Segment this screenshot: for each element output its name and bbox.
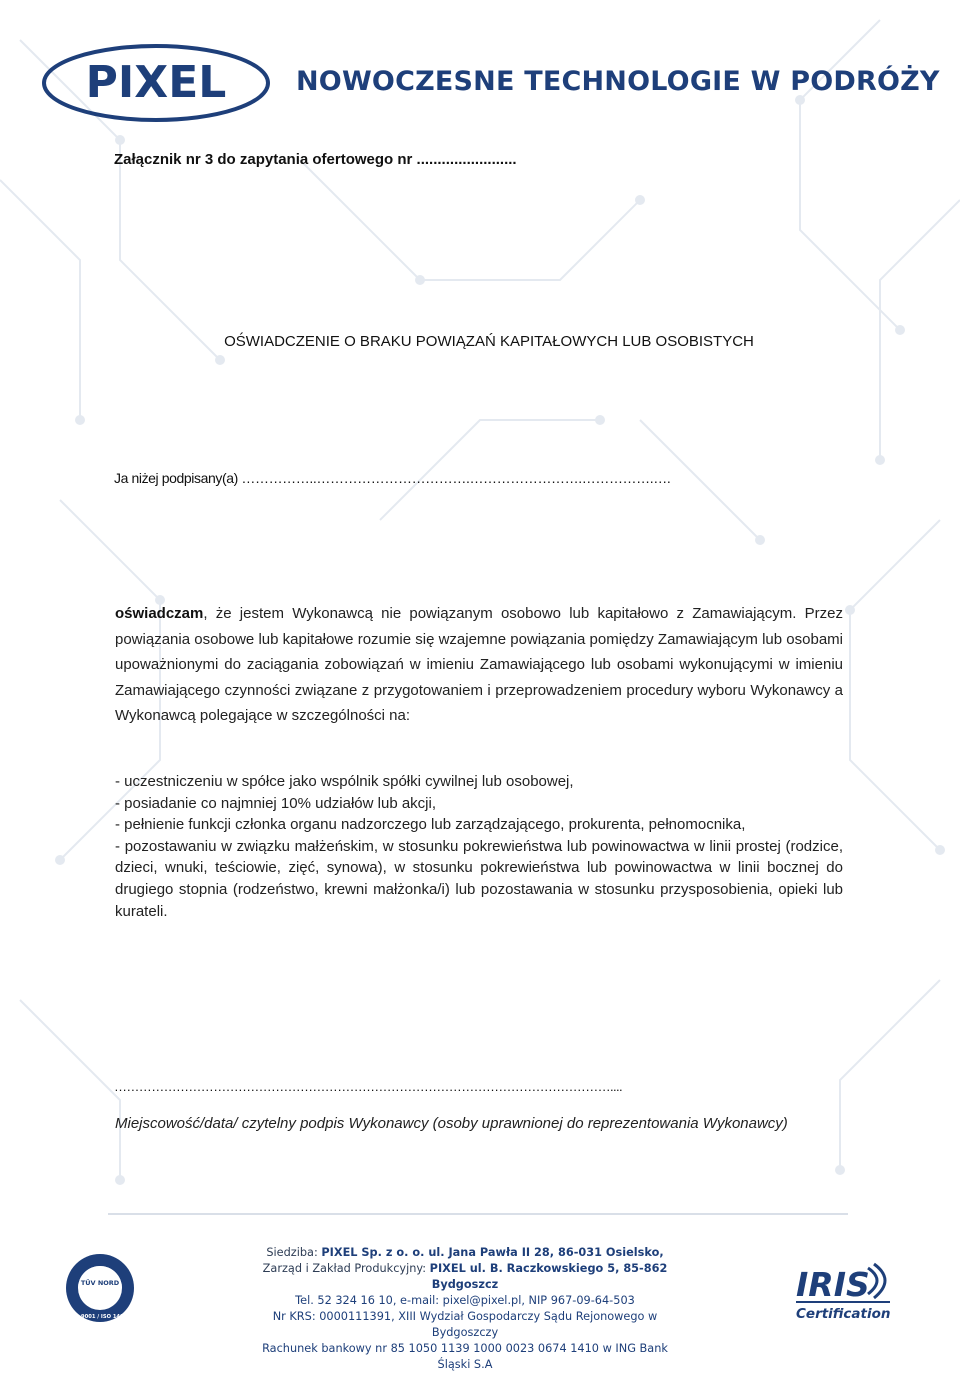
footer-value: PIXEL ul. B. Raczkowskiego 5, 85-862 Bydgoszcz (429, 1262, 668, 1291)
list-item: - posiadanie co najmniej 10% udziałów lub akcji, (115, 794, 437, 812)
attachment-label: Załącznik nr 3 do zapytania ofertowego nr ........................ (114, 151, 517, 168)
logo-text: PIXEL (85, 57, 227, 108)
document-title: OŚWIADCZENIE O BRAKU POWIĄZAŃ KAPITAŁOWYCH LUB OSOBISTYCH (224, 333, 754, 350)
declaration-paragraph (115, 601, 843, 729)
declaration-body: , że jestem Wykonawcą nie powiązanym osobowo lub kapitałowo z Zamawiającym. Przez powiązania osobowe lub kapitałowe rozumie się wzajemne powiązania pomiędzy Zamawiającym lub osobami upoważnionymi do zaciągania zobowiązań w imieniu Zamawiającego lub osobami wykonującymi w imieniu Zamawiającego czynności związane z przygotowaniem i przeprowadzeniem procedury wyboru Wykonawcy a Wykonawcą polegające w szczególności na: (115, 605, 843, 725)
declaration-lead: oświadczam (115, 605, 204, 622)
tuv-top-text: TÜV NORD (80, 1279, 120, 1287)
list-item: - pełnienie funkcji członka organu nadzorczego lub zarządzającego, prokurenta, pełnomocnika, (115, 816, 746, 834)
footer-divider (108, 1213, 848, 1215)
footer-line-1 (250, 1245, 680, 1261)
pixel-logo-icon (40, 42, 272, 124)
list-item: - pozostawaniu w związku małżeńskim, w stosunku pokrewieństwa lub powinowactwa w linii prostej (rodzice, dzieci, wnuki, teściowie, zięć, synowa), w stosunku pokrewieństwa lub powinowactwa w linii bocznej do drugiego stopnia (rodzeństwo, krewni małżonka/i) lub pozostawania w stosunku przysposobienia, opieki lub kurateli. (115, 837, 843, 920)
signatory-line: Ja niżej podpisany(a) ……………..…………………………….…………………….…………….…. (114, 470, 671, 486)
pixel-logo (40, 42, 272, 124)
tuv-nord-badge (64, 1252, 136, 1324)
iris-certification-badge (794, 1258, 894, 1326)
iris-certification-icon (794, 1258, 894, 1326)
iris-sub-text: Certification (796, 1306, 891, 1322)
footer-line-2 (250, 1261, 680, 1293)
slogan: NOWOCZESNE TECHNOLOGIE W PODRÓŻY (296, 66, 940, 97)
company-footer (250, 1245, 680, 1373)
footer-line-5: Rachunek bankowy nr 85 1050 1139 1000 0023 0674 1410 w ING Bank Śląski S.A (262, 1342, 668, 1371)
footer-value: PIXEL Sp. z o. o. ul. Jana Pawła II 28, 86-031 Osielsko, (321, 1246, 664, 1259)
footer-label: Siedziba: (266, 1246, 322, 1259)
list-item: - uczestniczeniu w spółce jako wspólnik spółki cywilnej lub osobowej, (115, 773, 574, 790)
signature-dots: ………………………………………………………………………………………………………….... (114, 1079, 623, 1094)
relations-list (115, 771, 843, 922)
footer-line-4: Nr KRS: 0000111391, XIII Wydział Gospodarczy Sądu Rejonowego w Bydgoszczy (272, 1310, 658, 1339)
tuv-nord-icon (64, 1252, 136, 1324)
iris-text: IRIS (796, 1265, 870, 1304)
footer-line-3: Tel. 52 324 16 10, e-mail: pixel@pixel.pl, NIP 967-09-64-503 (295, 1294, 635, 1307)
tuv-ring-text: ISO 9001 / ISO 14001 (69, 1314, 131, 1320)
signature-caption: Miejscowość/data/ czytelny podpis Wykonawcy (osoby uprawnionej do reprezentowania Wykonawcy) (115, 1115, 788, 1132)
footer-label: Zarząd i Zakład Produkcyjny: (262, 1262, 430, 1275)
